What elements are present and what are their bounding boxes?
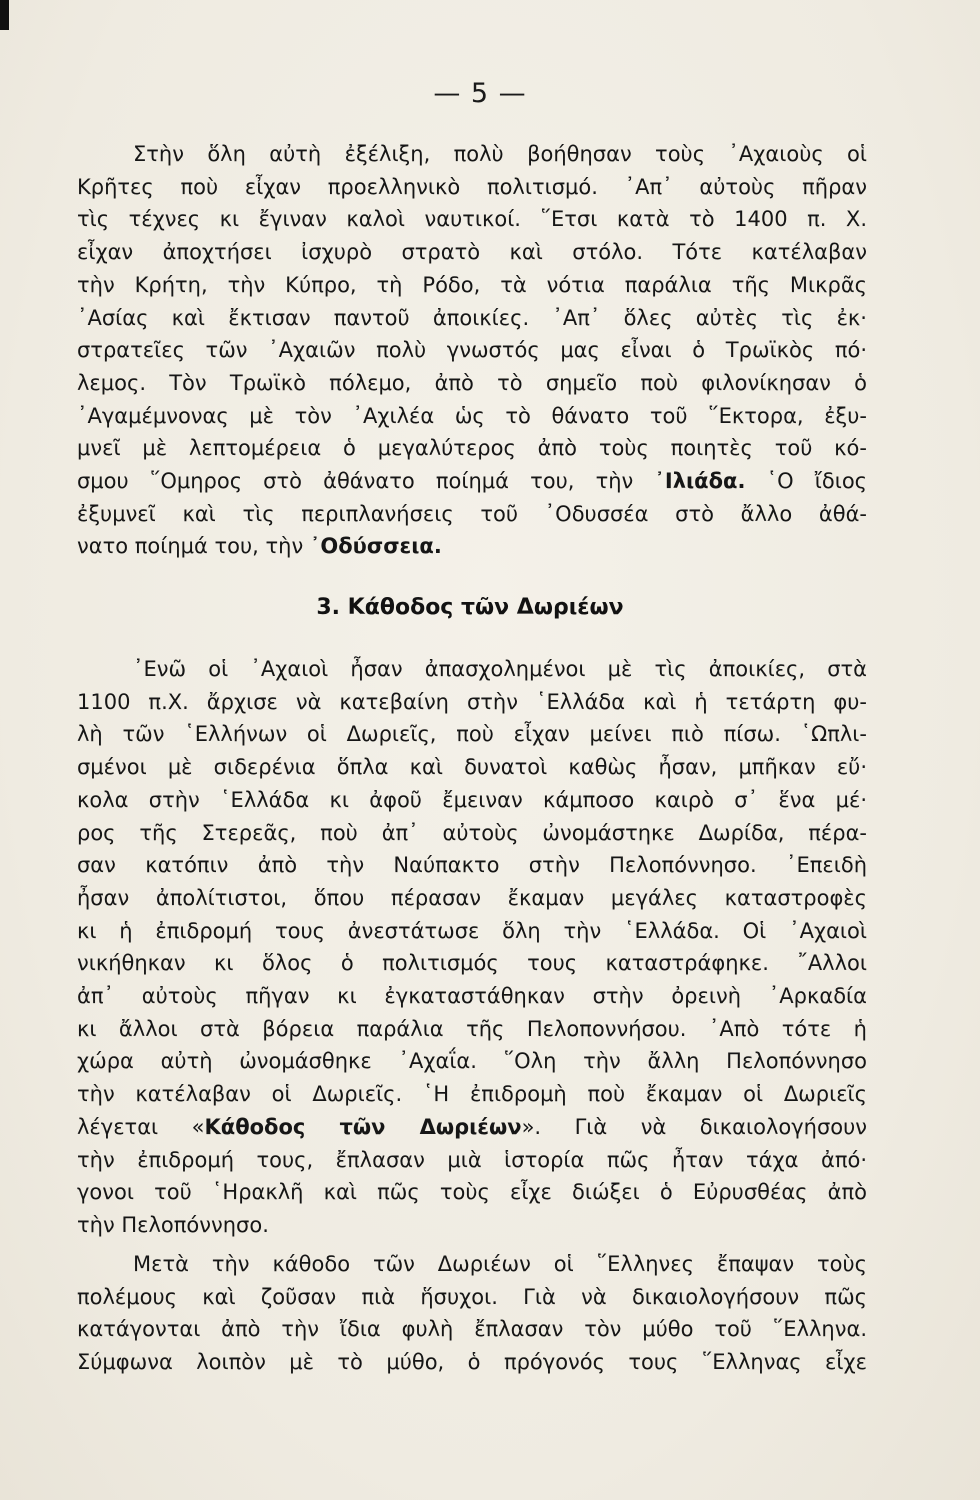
text-line: μνεῖ μὲ λεπτομέρεια ὁ μεγαλύτερος ἀπὸ τοὺς ποιητὲς τοῦ κό- [77, 436, 867, 461]
text-line: τὴν ἐπιδρομή τους, ἔπλασαν μιὰ ἱστορία πῶς ἦταν τάχα ἀπό· [77, 1147, 867, 1172]
text-line: λεμος. Τὸν Τρωϊκὸ πόλεμο, ἀπὸ τὸ σημεῖο ποὺ φιλονίκησαν ὁ [77, 370, 867, 395]
text-line: στρατεῖες τῶν ᾿Αχαιῶν πολὺ γνωστός μας εἶναι ὁ Τρωϊκὸς πό· [77, 338, 867, 363]
text-line: Σύμφωνα λοιπὸν μὲ τὸ μύθο, ὁ πρόγονός τους ῞Ελληνας εἶχε [77, 1350, 867, 1375]
text-line [77, 530, 867, 563]
dorian-descent-term: Κάθοδος τῶν Δωριέων [204, 1114, 522, 1139]
odyssey-title: ᾿Οδύσσεια. [309, 534, 442, 559]
text-line: κι ἡ ἐπιδρομή τους ἀνεστάτωσε ὅλη τὴν ῾Ελλάδα. Οἱ ᾿Αχαιοὶ [77, 918, 867, 943]
paragraph-2 [77, 653, 867, 1242]
section-heading: 3. Κάθοδος τῶν Δωριέων [316, 595, 624, 620]
text-line: τὴν Πελοπόννησο. [77, 1212, 269, 1237]
text-line: τὶς τέχνες κι ἔγιναν καλοὶ ναυτικοί. ῞Ετσι κατὰ τὸ 1400 π. Χ. [77, 207, 867, 232]
text-line: σμένοι μὲ σιδερένια ὅπλα καὶ δυνατοὶ καθὼς ἦσαν, μπῆκαν εὔ· [77, 755, 867, 780]
text-fragment: λέγεται « [77, 1114, 205, 1139]
text-line: κολα στὴν ῾Ελλάδα κι ἀφοῦ ἔμειναν κάμποσο καιρὸ σ᾿ ἕνα μέ· [77, 787, 867, 812]
iliad-title: ᾿Ιλιάδα. [654, 469, 746, 494]
text-line [77, 465, 867, 498]
text-line: ἀπ᾿ αὐτοὺς πῆγαν κι ἐγκαταστάθηκαν στὴν ὀρεινὴ ᾿Αρκαδία [77, 984, 867, 1009]
text-line: σαν κατόπιν ἀπὸ τὴν Ναύπακτο στὴν Πελοπόννησο. ᾿Επειδὴ [77, 853, 867, 878]
text-fragment: ῾Ο ἴδιος [745, 469, 867, 494]
text-line: 1100 π.Χ. ἄρχισε νὰ κατεβαίνη στὴν ῾Ελλάδα καὶ ἡ τετάρτη φυ- [77, 689, 867, 714]
text-line [77, 1111, 867, 1144]
text-line: πολέμους καὶ ζοῦσαν πιὰ ἥσυχοι. Γιὰ νὰ δικαιολογήσουν πῶς [77, 1284, 867, 1309]
text-line: ρος τῆς Στερεᾶς, ποὺ ἀπ᾿ αὐτοὺς ὠνομάστηκε Δωρίδα, πέρα- [77, 820, 867, 845]
text-line: λὴ τῶν ῾Ελλήνων οἱ Δωριεῖς, ποὺ εἶχαν μείνει πιὸ πίσω. ῾Ωπλι- [77, 722, 867, 747]
text-line: κι ἄλλοι στὰ βόρεια παράλια τῆς Πελοποννήσου. ᾿Απὸ τότε ἡ [77, 1016, 867, 1041]
text-line: χώρα αὐτὴ ὠνομάσθηκε ᾿Αχαΐα. ῞Ολη τὴν ἄλλη Πελοπόννησο [77, 1049, 867, 1074]
text-line: τὴν Κρήτη, τὴν Κύπρο, τὴ Ρόδο, τὰ νότια παράλια τῆς Μικρᾶς [77, 272, 867, 297]
text-line: ᾿Αγαμέμνονας μὲ τὸν ᾿Αχιλέα ὡς τὸ θάνατο τοῦ ῞Εκτορα, ἐξυ- [77, 403, 867, 428]
text-line: νικήθηκαν κι ὅλος ὁ πολιτισμός τους καταστράφηκε. ῎Αλλοι [77, 951, 867, 976]
text-fragment: νατο ποίημά του, τὴν [77, 534, 310, 559]
text-line: ᾿Ενῶ οἱ ᾿Αχαιοὶ ἦσαν ἀπασχολημένοι μὲ τὶς ἀποικίες, στὰ [133, 657, 867, 681]
text-line: εἶχαν ἀποχτήσει ἰσχυρὸ στρατὸ καὶ στόλο. Τότε κατέλαβαν [77, 240, 867, 265]
text-line: κατάγονται ἀπὸ τὴν ἴδια φυλὴ ἔπλασαν τὸν μύθο τοῦ ῞Ελληνα. [77, 1317, 867, 1342]
paragraph-1 [77, 138, 867, 563]
text-line: ἦσαν ἀπολίτιστοι, ὅπου πέρασαν ἔκαμαν μεγάλες καταστροφὲς [77, 885, 867, 910]
text-line: Στὴν ὅλη αὐτὴ ἐξέλιξη, πολὺ βοήθησαν τοὺς ᾿Αχαιοὺς οἱ [133, 142, 867, 166]
text-fragment: ». Γιὰ νὰ δικαιολογήσουν [521, 1114, 867, 1139]
paragraph-3 [77, 1248, 867, 1379]
text-fragment: σμου ῞Ομηρος στὸ ἀθάνατο ποίημά του, τὴν [77, 469, 655, 494]
text-line: γονοι τοῦ ῾Ηρακλῆ καὶ πῶς τοὺς εἶχε διώξει ὁ Εὐρυσθέας ἀπὸ [77, 1180, 867, 1205]
text-line: Κρῆτες ποὺ εἶχαν προελληνικὸ πολιτισμό. ᾿Απ᾿ αὐτοὺς πῆραν [77, 174, 867, 199]
text-line: Μετὰ τὴν κάθοδο τῶν Δωριέων οἱ ῞Ελληνες ἔπαψαν τοὺς [133, 1252, 867, 1276]
text-line: ᾿Ασίας καὶ ἔκτισαν παντοῦ ἀποικίες. ᾿Απ᾿ ὅλες αὐτὲς τὶς ἐκ· [77, 305, 867, 330]
scan-corner-mark [0, 0, 9, 30]
text-line: ἐξυμνεῖ καὶ τὶς περιπλανήσεις τοῦ ᾿Οδυσσέα στὸ ἄλλο ἀθά- [77, 501, 867, 526]
page-number: — 5 — [433, 78, 527, 109]
text-line: τὴν κατέλαβαν οἱ Δωριεῖς. ῾Η ἐπιδρομὴ ποὺ ἔκαμαν οἱ Δωριεῖς [77, 1082, 867, 1107]
